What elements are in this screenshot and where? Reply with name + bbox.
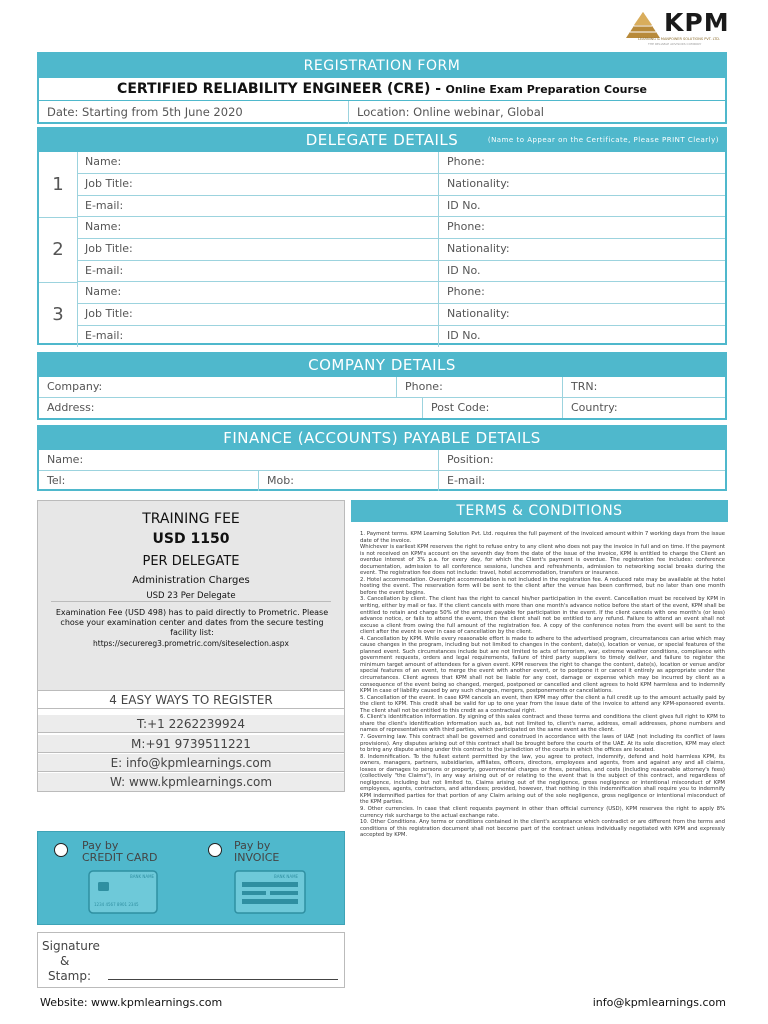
fee-per-delegate: PER DELEGATE	[142, 554, 240, 569]
payment-method-panel	[37, 831, 345, 925]
delegate-3-field-left[interactable]: E-mail:	[77, 326, 439, 347]
footer-website[interactable]: Website: www.kpmlearnings.com	[40, 996, 223, 1009]
company-details-section	[37, 352, 727, 420]
country-field[interactable]: Country:	[571, 401, 618, 414]
exam-fee-note: Examination Fee (USD 498) has to paid directly to Prometric. Please chose your examination center and dates from the secure testing facility list:	[55, 608, 329, 637]
admin-charges-amount: USD 23 Per Delegate	[146, 591, 236, 601]
pay-card-line1: Pay by	[82, 839, 119, 852]
signature-stamp-box	[37, 932, 345, 988]
invoice-bank-name: BANK NAME	[274, 874, 299, 879]
address-field[interactable]: Address:	[39, 398, 423, 418]
delegate-details-section	[37, 127, 727, 345]
delegate-2-field-left[interactable]: Job Title:	[77, 239, 439, 261]
pay-credit-card-label	[82, 840, 158, 864]
pay-invoice-radio[interactable]	[208, 843, 222, 857]
ways-email[interactable]: E: info@kpmlearnings.com	[38, 754, 344, 772]
stamp-text: Stamp:	[48, 969, 92, 983]
ways-title: 4 EASY WAYS TO REGISTER	[38, 691, 344, 709]
signature-text: Signature	[42, 939, 100, 953]
delegate-title-text: DELEGATE DETAILS	[305, 131, 459, 149]
finance-details-section	[37, 425, 727, 491]
company-field[interactable]: Company:	[39, 377, 397, 398]
fee-title: TRAINING FEE	[142, 511, 240, 527]
delegate-2-field-left[interactable]: E-mail:	[77, 261, 439, 282]
delegate-note: (Name to Appear on the Certificate, Please PRINT Clearly)	[487, 136, 719, 144]
fee-divider	[51, 601, 331, 602]
delegate-2-field-right[interactable]: ID No.	[439, 261, 725, 282]
delegate-1-field-left[interactable]: E-mail:	[77, 196, 439, 217]
registration-title: REGISTRATION FORM	[39, 54, 725, 78]
delegate-1-field-right[interactable]: Phone:	[439, 152, 725, 174]
delegate-3-field-right[interactable]: Nationality:	[439, 304, 725, 326]
finance-email-field[interactable]: E-mail:	[447, 474, 486, 487]
delegate-2-field-right[interactable]: Nationality:	[439, 239, 725, 261]
ways-to-register-panel	[37, 690, 345, 792]
pay-invoice-label	[234, 840, 279, 864]
delegate-number: 1	[39, 152, 78, 218]
signature-amp: &	[60, 954, 70, 968]
location-field: Location: Online webinar, Global	[357, 105, 544, 119]
prometric-url[interactable]: https://securereg3.prometric.com/siteselection.aspx	[93, 639, 289, 648]
kpm-logo	[624, 6, 734, 48]
signature-line[interactable]	[108, 979, 338, 980]
admin-charges-label: Administration Charges	[132, 575, 250, 586]
invoice-icon	[234, 870, 306, 914]
delegate-3-field-left[interactable]: Name:	[77, 282, 439, 304]
fee-amount: USD 1150	[152, 531, 230, 547]
delegate-2-field-right[interactable]: Phone:	[439, 217, 725, 239]
footer-email[interactable]: info@kpmlearnings.com	[592, 996, 726, 1009]
registration-header	[37, 52, 727, 124]
credit-card-icon	[88, 870, 158, 914]
course-name: CERTIFIED RELIABILITY ENGINEER (CRE) -	[117, 81, 442, 97]
delegate-number: 2	[39, 217, 78, 283]
delegate-1-field-right[interactable]: Nationality:	[439, 174, 725, 196]
pay-credit-card-radio[interactable]	[54, 843, 68, 857]
ways-mobile[interactable]: M:+91 9739511221	[38, 735, 344, 753]
course-title	[39, 78, 725, 100]
date-field: Date: Starting from 5th June 2020	[39, 101, 349, 124]
training-fee-panel	[37, 500, 345, 706]
pay-card-line2: CREDIT CARD	[82, 851, 158, 864]
delegate-2-field-left[interactable]: Name:	[77, 217, 439, 239]
delegate-3-field-right[interactable]: ID No.	[447, 329, 481, 342]
logo-subtag: THE RELIABLE ADVISORS COMPANY	[648, 42, 702, 46]
date-location-row	[39, 100, 725, 125]
card-bank-name: BANK NAME	[130, 874, 155, 879]
ways-telephone[interactable]: T:+1 2262239924	[38, 715, 344, 733]
delegate-1-field-left[interactable]: Name:	[77, 152, 439, 174]
delegate-number: 3	[39, 282, 78, 347]
logo-brand: KPM	[664, 8, 730, 37]
course-subtitle: Online Exam Preparation Course	[445, 83, 647, 96]
delegate-3-field-left[interactable]: Job Title:	[77, 304, 439, 326]
trn-field[interactable]: TRN:	[563, 377, 725, 398]
terms-text: 1. Payment terms. KPM Learning Solution Pvt. Ltd. requires the full payment of the invoiced amount within 7 working days from the issue date of the invoice. Whichever is earliest KPM reserves the right to refuse entry to any client who does not pay the invoice in full and on time. If the payment is not received on KPM's account on the seventh day from the date of the issue of the invoice, KPM is entitled to charge the Client an overdue interest of 3% p.a. for every day, for which the Client's payment is overdue. The registration fee includes: conference documentation, admission to all conference sessions, lunches and refreshments, admission to networking social breaks during the event. The registration fee does not include: travel, hotel accommodation, transfers or insurance. 2. Hotel accommodation. Overnight accommodation is not included in the registration fee. A reduced rate may be available at the hotel hosting the event. The reservation form will be sent to the client after the venue has been confirmed, but no later than one month before the event begins. 3. Cancellation by client. The client has the right to cancel his/her participation in the event. Cancellation must be received by KPM in writing, either by mail or fax. If the client cancels with more than one month's advance notice before the start of the event, KPM shall be entitled to retain and charge 50% of the amount payable for participation in the event. If the client cancels with one month's (or less) advance notice, or fails to attend the event, then the client shall not be entitled to any refund. Failure to attend an event shall not excuse a client from owing the full amount of the registration fee. A copy of the conference notes from the event will be sent to the client after the event is over in case of cancellation by the client. 4. Cancellation by KPM. While every reasonable effort is made to adhere to the advertised program, circumstances can arise which may cause changes in the program, including but not limited to changes in the content, date(s), location or venue, or special features of the planned event. Such circumstances include but are not limited to acts of terrorism, war, extreme weather conditions, compliance with government requests, orders and legal requirements, failure of third party suppliers to timely deliver, and failure to register the minimum target amount of attendees for a given event. KPM reserves the right to change the content, date(s), location or venue and/or special features of an event, to merge the event with another event, or to postpone it or cancel it entirely as appropriate under the circumstances. Client agrees that KPM shall not be liable for any cost, damage or expense which may be incurred by client as a consequence of the event being so changed, merged, postponed or cancelled and client agrees to hold KPM harmless and to indemnify KPM in case of liability caused by any such changes, mergers, postponements or cancellations. 5. Cancellation of the event. In case KPM cancels an event, then KPM may offer the client a full credit up to the amount actually paid by the client to KPM. This credit shall be valid for up to one year from the issue date of the invoice to attend any KPM-sponsored events. The client shall not be entitled to this credit as a contractual right. 6. Client's identification information. By signing of this sales contract and these terms and conditions the client gives full right to KPM to share the client's identification information such as, but not limited to, client's name, address, email addresses, phone numbers and names of representatives with third parties, which participated on the same event as the client. 7. Governing law. This contract shall be governed and construed in accordance with the laws of UAE (not including its conflict of laws provisions). Any disputes arising out of this contract shall be brought before the courts of the UAE. At its sole discretion, KPM may elect to bring any dispute arising under this contract to the jurisdiction of the courts in which the offices are located. 8. Indemnification. To the fullest extent permitted by the law, you agree to protect, indemnify, defend and hold harmless KPM, its owners, managers, partners, subsidiaries, affiliates, officers, directors, employees and agents, from and against any and all claims, losses or damages to persons or property, governmental charges or fines, penalties, and costs (including reasonable attorney's fees) (collectively "the Claims"), in any way arising out of or relating to the event that is the subject of this contract, and regardless of negligence, including but not limited to, Claims arising out of the negligence, gross negligence or intentional misconduct of KPM employees, agents, contractors, and attendees; provided, however, that nothing in this indemnification shall require you to indemnify KPM indemnified parties for that portion of any Claim arising out of the sole negligence, gross negligence or intentional misconduct of the KPM parties. 9. Other currencies. In case that client requests payment in other than official currency (USD), KPM reserves the right to apply 8% currency risk surcharge to the actual exchange rate. 10. Other Conditions. Any terms or conditions contained in the client's acceptance which contradict or are different from the terms and conditions of this registration document shall not become part of the contract unless individually negotiated with KPM and expressly accepted by KPM.	[360, 531, 725, 839]
signature-label	[42, 939, 100, 984]
post-code-field[interactable]: Post Code:	[423, 398, 563, 418]
card-number: 1234 4567 8901 2345	[94, 902, 139, 907]
finance-tel-field[interactable]: Tel:	[39, 471, 259, 491]
ways-website[interactable]: W: www.kpmlearnings.com	[38, 773, 344, 791]
finance-mob-field[interactable]: Mob:	[259, 471, 439, 491]
terms-title: TERMS & CONDITIONS	[351, 500, 728, 522]
pay-invoice-line2: INVOICE	[234, 851, 280, 864]
finance-details-title: FINANCE (ACCOUNTS) PAYABLE DETAILS	[39, 427, 725, 450]
logo-tagline: LEARNING & MANPOWER SOLUTIONS PVT. LTD.	[638, 37, 721, 41]
company-phone-field[interactable]: Phone:	[397, 377, 563, 398]
delegate-3-field-right[interactable]: Phone:	[439, 282, 725, 304]
delegate-1-field-right[interactable]: ID No.	[439, 196, 725, 217]
company-details-title: COMPANY DETAILS	[39, 354, 725, 377]
finance-position-field[interactable]: Position:	[439, 450, 725, 471]
finance-name-field[interactable]: Name:	[39, 450, 439, 471]
delegate-1-field-left[interactable]: Job Title:	[77, 174, 439, 196]
delegate-details-title	[39, 129, 725, 152]
pay-invoice-line1: Pay by	[234, 839, 271, 852]
kpm-pyramid-icon	[626, 12, 660, 38]
